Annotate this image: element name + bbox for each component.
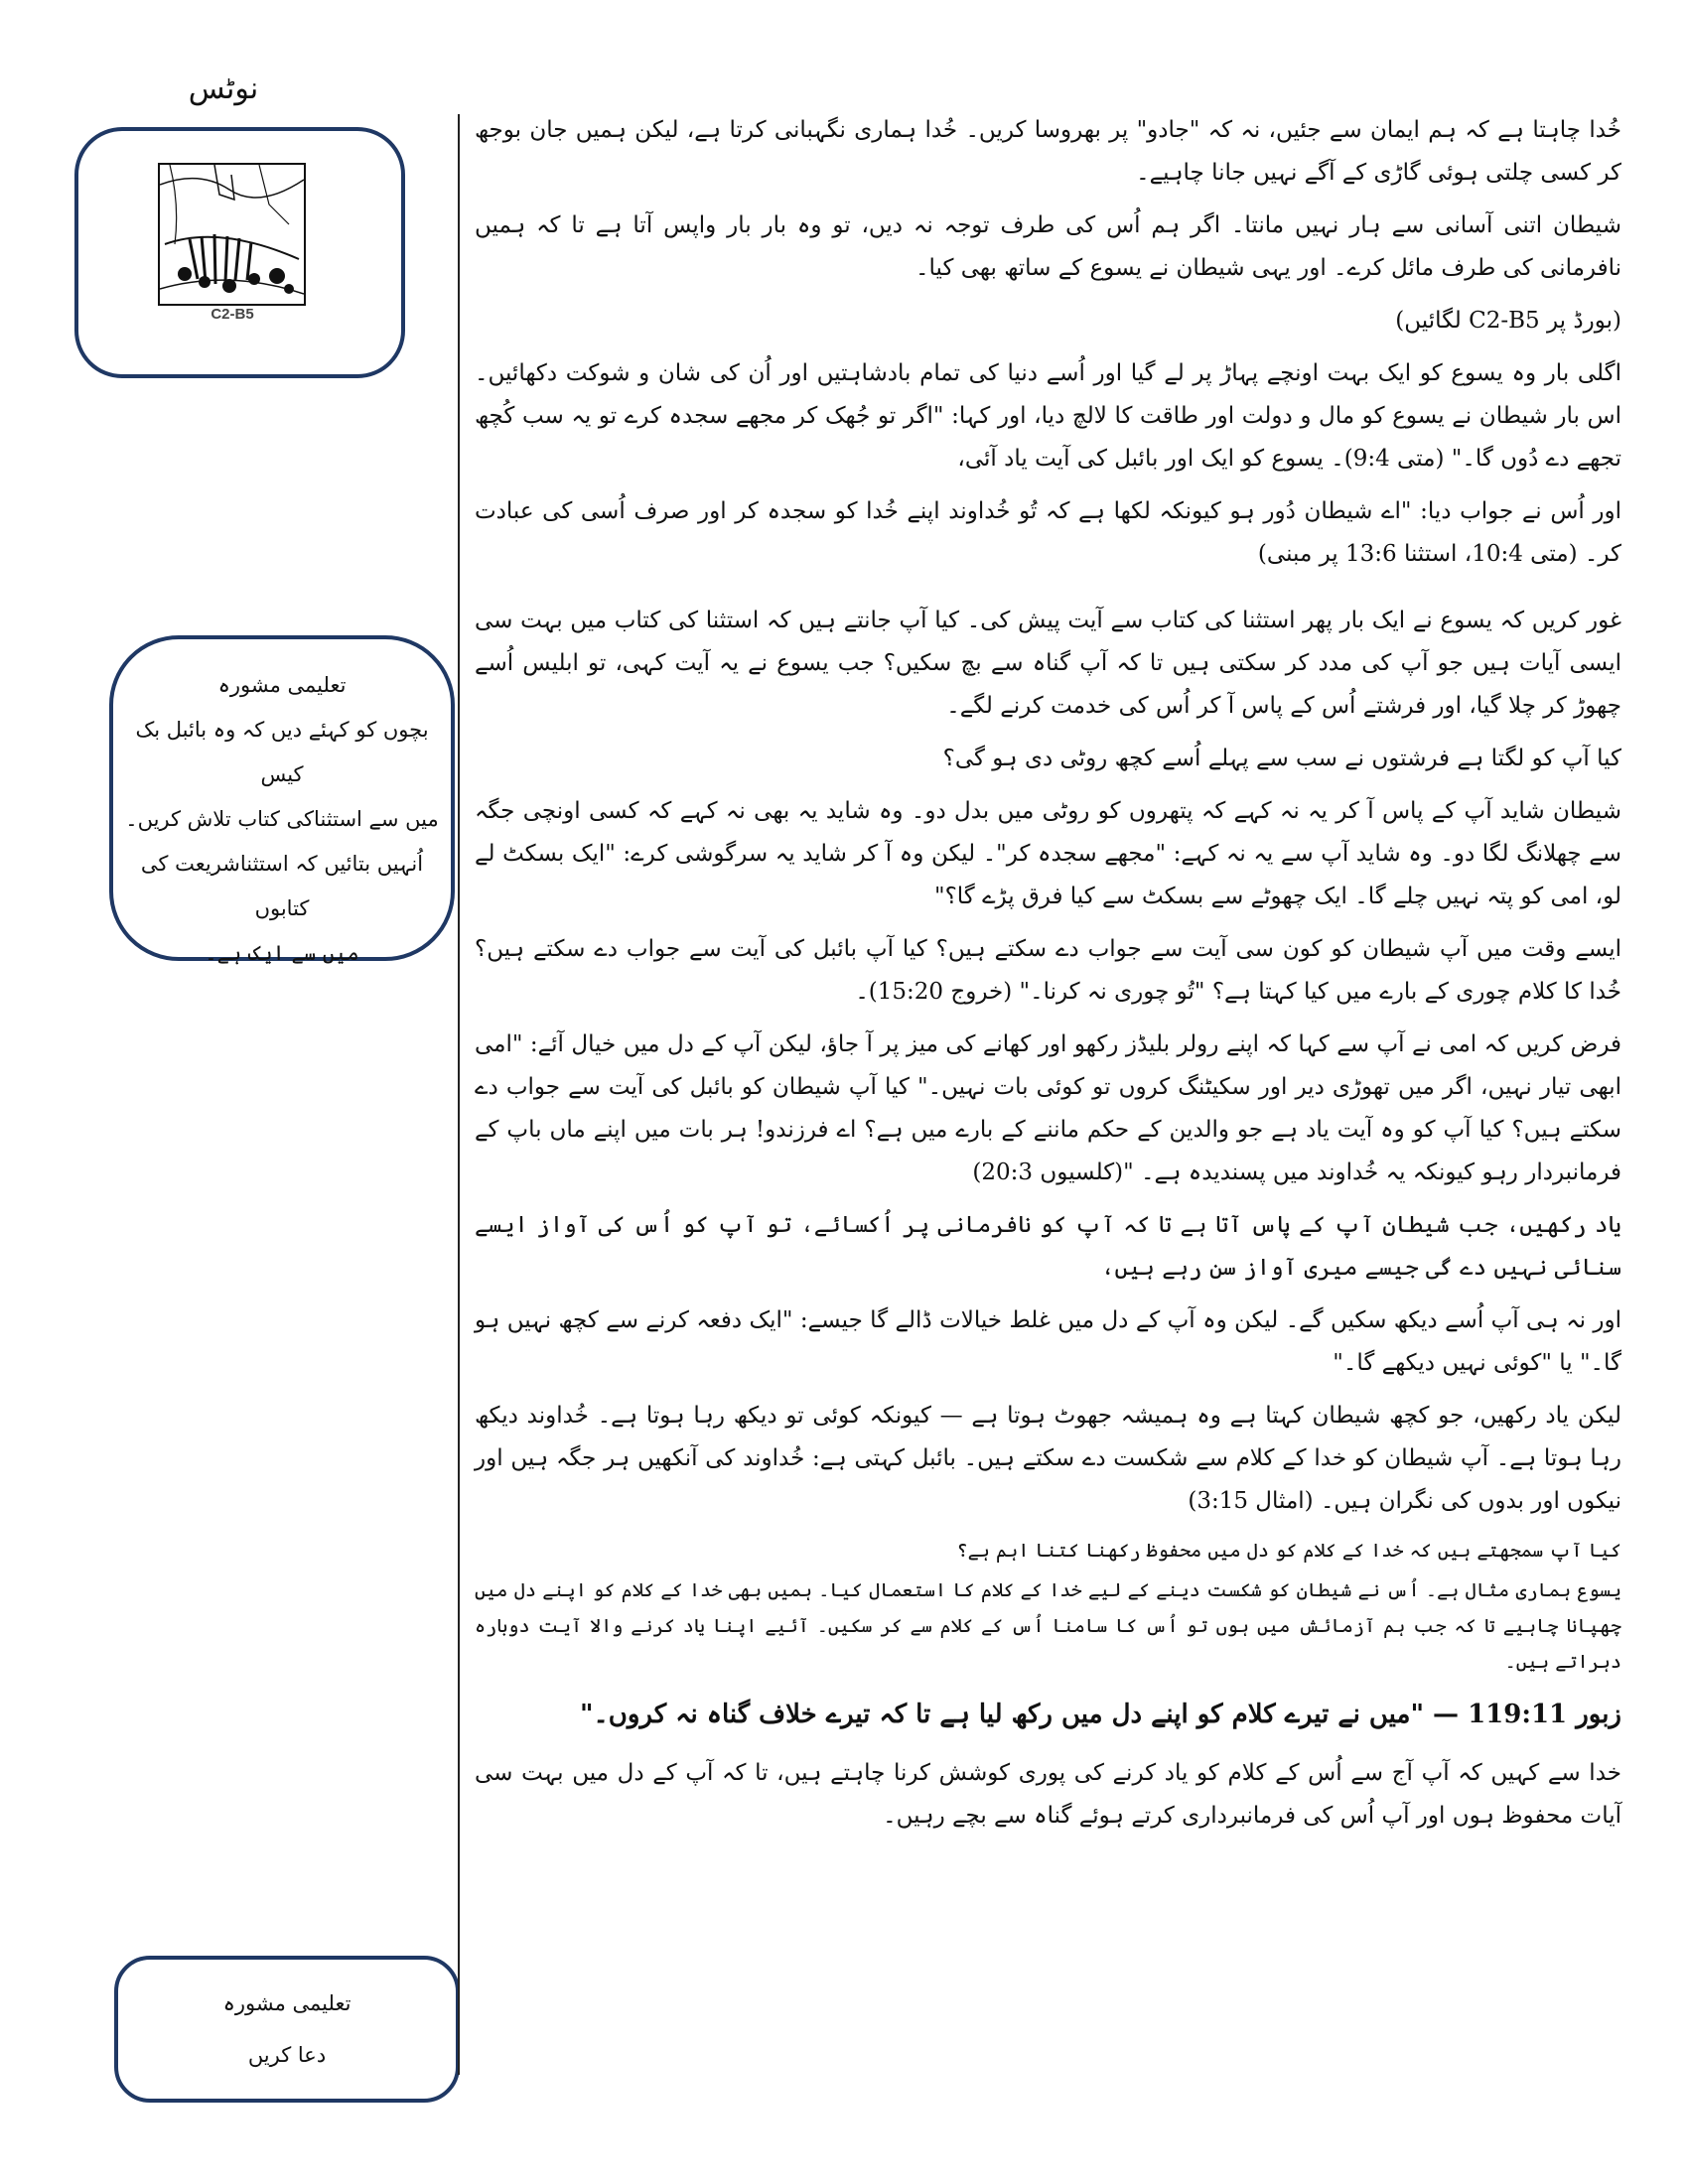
paragraph: لیکن یاد رکھیں، جو کچھ شیطان کہتا ہے وہ ہمیشہ جھوٹ ہوتا ہے — کیونکہ کوئی تو دیکھ رہا ہوتا ہے۔ خُداوند دیکھ رہا ہوتا ہے۔ آپ شیطان کو خدا کے کلام سے شکست دے سکتے ہیں۔ بائبل کہتی ہے: خُداوند کی آنکھیں ہر جگہ ہیں اور نیکوں اور بدوں کی نگران ہیں۔ (امثال 3:15) [475, 1403, 1621, 1514]
teaching-tip-content [123, 663, 441, 976]
teaching-tip-line: میں سے استثناکی کتاب تلاش کریں۔ [125, 807, 439, 831]
paragraph: ایسے وقت میں آپ شیطان کو کون سی آیت سے جواب دے سکتے ہیں؟ کیا آپ بائبل کی آیت سے جواب دے سکتے ہیں؟ خُدا کا کلام چوری کے بارے میں کیا کہتا ہے؟ "تُو چوری نہ کرنا۔" (خروج 15:20)۔ [475, 936, 1621, 1005]
teaching-tip-line: بچوں کو کہئے دیں کہ وہ بائبل بک کیس [135, 718, 429, 786]
paragraph: کیا آپ سمجھتے ہیں کہ خدا کے کلام کو دل میں محفوظ رکھنا کتنا اہم ہے؟ [956, 1540, 1621, 1562]
illustration-jesus-on-mountain [158, 163, 306, 306]
paragraph: یسوع ہماری مثال ہے۔ اُس نے شیطان کو شکست دینے کے لیے خدا کے کلام کا استعمال کیا۔ ہمیں بھی خدا کے کلام کو اپنے دل میں چھپانا چاہیے تا کہ جب ہم آزمائش میں ہوں تو اُس کا سامنا اُس کے کلام سے کر سکیں۔ آئیے اپنا یاد کرنے والا آیت دوبارہ دہراتے ہیں۔ [475, 1579, 1621, 1673]
notes-bubble [74, 127, 405, 378]
memory-verse: زبور 119:11 — "میں نے تیرے کلام کو اپنے دل میں رکھ لیا ہے تا کہ تیرے خلاف گناہ نہ کروں۔" [580, 1700, 1621, 1729]
prayer-tip-content [128, 1978, 446, 2081]
board-instruction: (بورڈ پر C2-B5 لگائیں) [1395, 308, 1621, 334]
teaching-tip-line: اُنہیں بتائیں کہ استثناشریعت کی کتابوں [140, 852, 424, 920]
teaching-tip-heading: تعلیمی مشورہ [217, 673, 347, 697]
teaching-tip-bubble [109, 635, 455, 965]
paragraph: فرض کریں کہ امی نے آپ سے کہا کہ اپنے رولر بلیڈز رکھو اور کھانے کی میز پر آ جاؤ، لیکن آپ کے دل میں خیال آئے: "امی ابھی تیار نہیں، اگر میں تھوڑی دیر اور سکیٹنگ کروں تو کوئی بات نہیں۔" کیا آپ شیطان کو بائبل کی آیت سے جواب دے سکتے ہیں؟ کیا آپ کو وہ آیت یاد ہے جو والدین کے حکم ماننے کے بارے میں ہے؟ اے فرزندو! ہر بات میں اپنے ماں باپ کے فرمانبردار رہو کیونکہ یہ خُداوند میں پسندیدہ ہے۔ "(کلسیوں 20:3) [475, 1031, 1621, 1185]
paragraph: غور کریں کہ یسوع نے ایک بار پھر استثنا کی کتاب سے آیت پیش کی۔ کیا آپ جانتے ہیں کہ استثنا کی کتاب میں بہت سی ایسی آیات ہیں جو آپ کی مدد کر سکتی ہیں تا کہ آپ گناہ سے بچ سکیں؟ جب یسوع نے یہ آیت کہی، تو ابلیس اُسے چھوڑ کر چلا گیا، اور فرشتے اُس کے پاس آ کر اُس کی خدمت کرنے لگے۔ [475, 608, 1621, 719]
prayer-tip-heading: تعلیمی مشورہ [222, 1991, 352, 2015]
column-divider [458, 114, 460, 2075]
teaching-tip-line: میں سے ایک ہے۔ [205, 941, 359, 965]
paragraph: اگلی بار وہ یسوع کو ایک بہت اونچے پہاڑ پر لے گیا اور اُسے دنیا کی تمام بادشاہتیں اور اُن کی شان و شوکت دکھائیں۔ اس بار شیطان نے یسوع کو مال و دولت اور طاقت کا لالچ دیا، اور کہا: "اگر تو جُھک کر مجھے سجدہ کرے تو یہ سب کُچھ تجھے دے دُوں گا۔" (متی 9:4)۔ یسوع کو ایک اور بائبل کی آیت یاد آئی، [475, 360, 1621, 472]
illustration-label: C2-B5 [211, 306, 254, 323]
illustration-drawing [160, 165, 304, 304]
paragraph: خُدا چاہتا ہے کہ ہم ایمان سے جئیں، نہ کہ "جادو" پر بھروسا کریں۔ خُدا ہماری نگہبانی کرتا ہے، لیکن ہمیں جان بوجھ کر کسی چلتی ہوئی گاڑی کے آگے نہیں جانا چاہیے۔ [475, 117, 1621, 186]
paragraph: یاد رکھیں، جب شیطان آپ کے پاس آتا ہے تا کہ آپ کو نافرمانی پر اُکسائے، تو آپ کو اُس کی آواز ایسے سنائی نہیں دے گی جیسے میری آواز سن رہے ہیں، [475, 1212, 1621, 1281]
paragraph: اور اُس نے جواب دیا: "اے شیطان دُور ہو کیونکہ لکھا ہے کہ تُو خُداوند اپنے خُدا کو سجدہ کر اور صرف اُسی کی عبادت کر۔ (متی 10:4، استثنا 13:6 پر مبنی) [475, 498, 1621, 567]
prayer-tip-bubble [114, 1956, 460, 2103]
paragraph: اور نہ ہی آپ اُسے دیکھ سکیں گے۔ لیکن وہ آپ کے دل میں غلط خیالات ڈالے گا جیسے: "ایک دفعہ کرنے سے کچھ نہیں ہو گا۔" یا "کوئی نہیں دیکھے گا۔" [475, 1307, 1621, 1376]
prayer-tip-text: دعا کریں [247, 2043, 327, 2067]
notes-title: نوٹس [188, 71, 259, 106]
paragraph: شیطان شاید آپ کے پاس آ کر یہ نہ کہے کہ پتھروں کو روٹی میں بدل دو۔ وہ شاید یہ بھی نہ کہے کہ کسی اونچی جگہ سے چھلانگ لگا دو۔ وہ شاید آپ سے یہ نہ کہے: "مجھے سجدہ کر"۔ لیکن وہ آ کر شاید یہ سرگوشی کرے: "ایک بسکٹ لے لو، امی کو پتہ نہیں چلے گا۔ ایک چھوٹے سے بسکٹ سے کیا فرق پڑے گا؟" [475, 798, 1621, 909]
paragraph: کیا آپ کو لگتا ہے فرشتوں نے سب سے پہلے اُسے کچھ روٹی دی ہو گی؟ [942, 746, 1621, 771]
lesson-text [475, 109, 1621, 1847]
paragraph: شیطان اتنی آسانی سے ہار نہیں مانتا۔ اگر ہم اُس کی طرف توجہ نہ دیں، تو وہ بار بار واپس آتا ہے تا کہ ہمیں نافرمانی کی طرف مائل کرے۔ اور یہی شیطان نے یسوع کے ساتھ بھی کیا۔ [475, 212, 1621, 281]
paragraph: خدا سے کہیں کہ آپ آج سے اُس کے کلام کو یاد کرنے کی پوری کوشش کرنا چاہتے ہیں، تا کہ آپ کے دل میں بہت سی آیات محفوظ ہوں اور آپ اُس کی فرمانبرداری کرتے ہوئے گناہ سے بچے رہیں۔ [475, 1760, 1621, 1829]
